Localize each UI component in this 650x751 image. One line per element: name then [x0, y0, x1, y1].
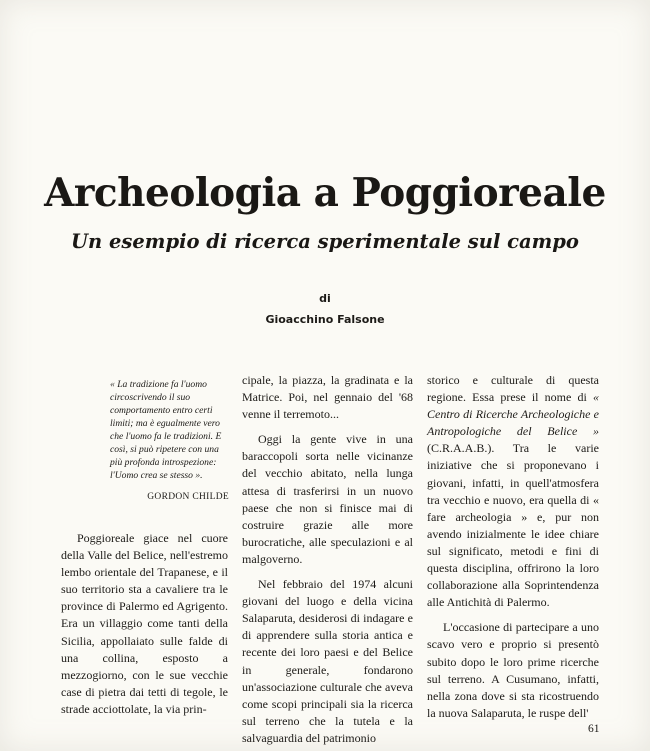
article-subtitle: Un esempio di ricerca sperimentale sul campo [71, 230, 579, 253]
association-name: « Centro di Ricerche Archeologiche e Antropologiche del Belice » [427, 390, 599, 439]
paragraph-text: (C.R.A.A.B.). Tra le varie iniziative che si proponevano i giovani, infatti, in quell'atmosfera tra vecchio e nuovo, era quella di « fare archeologia » e, pur non avendo inizialmente le idee chiare sul significato, metodi e fini di questa disciplina, offrirono la loro collaborazione alla Soprintendenza alle Antichità di Palermo. [427, 441, 599, 610]
paragraph [427, 372, 599, 611]
paragraph-text: storico e culturale di questa regione. Essa prese il nome di [427, 373, 599, 405]
paragraph: L'occasione di partecipare a uno scavo vero e proprio si presentò subito dopo le loro prime ricerche sul terreno. A Cusumano, infatti, nella zona dove si sta ricostruendo la nuova Salaparuta, le ruspe dell' [427, 620, 599, 720]
epigraph-author: GORDON CHILDE [147, 492, 229, 502]
paragraph: Nel febbraio del 1974 alcuni giovani del luogo e della vicina Salaparuta, desiderosi di indagare e di apprendere sulla storia antica e recente dei loro paesi e del Belice in generale, fondarono un'associazione culturale che aveva come scopi principali sia la ricerca sul terreno che la tutela e la salvaguardia del patrimonio [242, 577, 413, 745]
text-column-3 [427, 372, 599, 722]
article-title: Archeologia a Poggioreale [44, 170, 606, 216]
page-number: 61 [588, 723, 600, 735]
text-column-1 [61, 530, 228, 718]
byline-preposition: di [319, 292, 331, 305]
paragraph: Poggioreale giace nel cuore della Valle del Belice, nell'estremo lembo orientale del Trapanese, e il suo territorio sta a cavaliere tra le province di Palermo ed Agrigento. Era un villaggio come tanti della Sicilia, appollaiato sulle falde di una collina, esposto a mezzogiorno, con le sue vecchie case di pietra dai tetti di tegole, le strade acciottolate, la via prin- [61, 531, 228, 716]
epigraph-quote: « La tradizione fa l'uomo circoscrivendo il suo comportamento entro certi limiti; ma è egualmente vero che l'uomo fa le tradizioni. E così, si può ripetere con una più profonda introspezione: l'Uomo crea se stesso ». [110, 379, 222, 481]
paragraph: Oggi la gente vive in una baraccopoli sorta nelle vicinanze del vecchio abitato, nella lunga attesa di trasferirsi in un nuovo paese che non si finisce mai di costruire grazie alle more burocratiche, alle speculazioni e al malgoverno. [242, 432, 413, 566]
author-name: Gioacchino Falsone [265, 313, 385, 326]
text-column-2 [242, 372, 413, 747]
paragraph: cipale, la piazza, la gradinata e la Matrice. Poi, nel gennaio del '68 venne il terremoto... [242, 373, 413, 422]
